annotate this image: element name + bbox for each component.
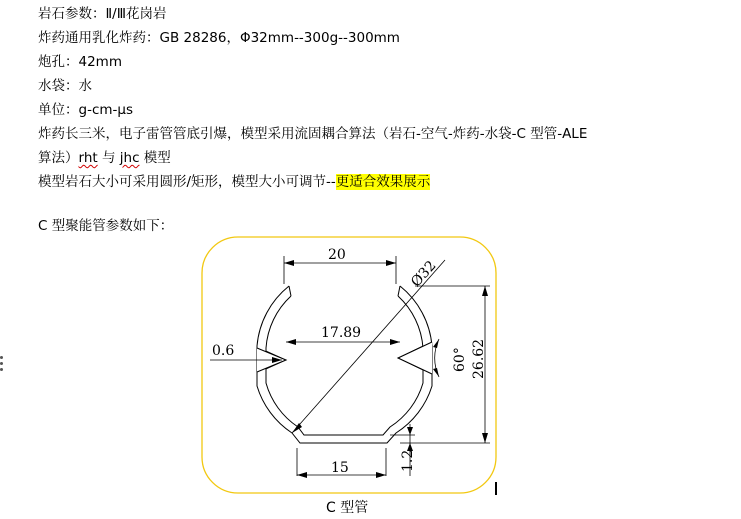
dim-angle-label: 60° — [452, 347, 468, 372]
c-pipe-inner-wall — [266, 296, 423, 435]
dim-diameter-arrow — [292, 423, 302, 433]
dim-offset-arrow-top — [407, 427, 413, 435]
c-pipe-lip-left — [289, 286, 291, 296]
rock-params-line: 岩石参数：Ⅱ/Ⅲ花岗岩 — [38, 6, 167, 22]
rock-size-text: 模型岩石大小可采用圆形/矩形，模型大小可调节-- — [38, 174, 336, 190]
highlighted-text: 更适合效果展示 — [335, 174, 431, 190]
dim-height-label: 26.62 — [471, 338, 487, 379]
dim-angle-arrow-top — [433, 339, 439, 348]
dim-top-arrow-right — [386, 260, 396, 266]
dim-inner-arrow-right — [390, 339, 400, 345]
and-text: 与 — [101, 150, 116, 166]
dim-inner-arrow-left — [286, 339, 296, 345]
units-line: 单位：g-cm-μs — [38, 102, 134, 118]
c-pipe-drawing — [200, 236, 500, 498]
borehole-line: 炮孔：42mm — [38, 54, 122, 70]
dim-height-arrow-bottom — [482, 433, 488, 443]
dim-bottom-flat-label: 15 — [331, 460, 349, 476]
model-desc-line: 炸药长三米，电子雷管管底引爆，模型采用流固耦合算法（岩石-空气-炸药-水袋-C 型管-ALE — [38, 126, 588, 142]
text-cursor — [495, 482, 497, 495]
figure-caption: C 型管 — [326, 500, 369, 516]
c-pipe-lip-right — [398, 286, 400, 296]
dim-bottom-offset-label: 1.2 — [400, 449, 416, 472]
model-text: 模型 — [143, 150, 171, 166]
rock-size-line — [38, 173, 430, 191]
dim-diameter-label: Ø32 — [408, 257, 440, 291]
dim-wall-label: 0.6 — [212, 343, 235, 359]
dim-angle-arrow-bottom — [433, 368, 439, 377]
dim-top-arrow-left — [284, 260, 294, 266]
dim-inner-width-label: 17.89 — [321, 325, 362, 341]
dim-height-arrow-top — [482, 286, 488, 296]
dim-top-width-label: 20 — [328, 247, 346, 263]
jhc-word: jhc — [119, 150, 140, 166]
dim-bottom-arrow-left — [297, 472, 307, 478]
c-pipe-outer-wall — [257, 286, 432, 443]
margin-drag-handle[interactable] — [0, 356, 4, 376]
model-desc-line-2 — [38, 149, 171, 167]
rht-word: rht — [78, 150, 98, 166]
algorithm-text: 算法） — [38, 150, 79, 166]
explosive-line: 炸药通用乳化炸药：GB 28286，Φ32mm--300g--300mm — [38, 30, 400, 46]
c-pipe-figure[interactable] — [200, 236, 500, 502]
c-pipe-notch-right — [398, 342, 432, 374]
water-bag-line: 水袋：水 — [38, 78, 92, 94]
dim-bottom-arrow-right — [376, 472, 386, 478]
c-pipe-intro-line: C 型聚能管参数如下： — [38, 218, 174, 234]
